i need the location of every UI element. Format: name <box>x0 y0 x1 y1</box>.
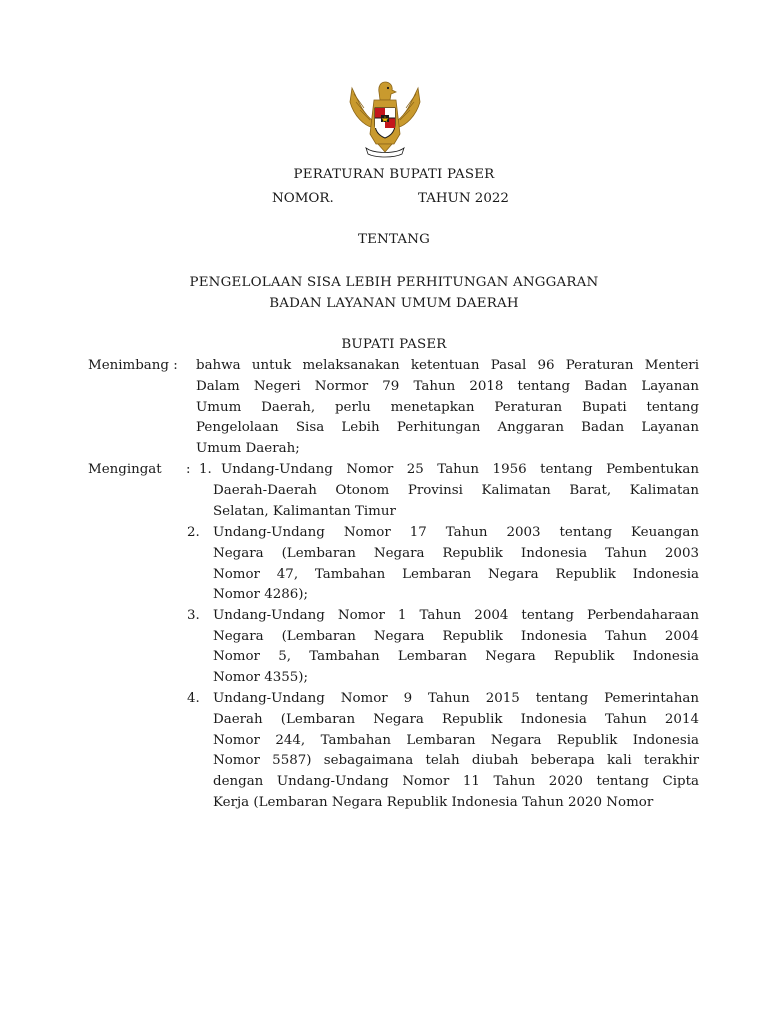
authority-heading: BUPATI PASER <box>341 337 447 352</box>
list-item-line: Undang-Undang Nomor 25 Tahun 1956 tentang Pembentukan <box>221 462 699 477</box>
list-item-line: Nomor 5587) sebagaimana telah diubah beberapa kali terakhir <box>213 753 699 768</box>
list-item-number: 4. <box>187 691 200 706</box>
subject-line-2: BADAN LAYANAN UMUM DAERAH <box>269 296 519 311</box>
list-item-line: Undang-Undang Nomor 9 Tahun 2015 tentang Pemerintahan <box>213 691 699 706</box>
list-item-line: Nomor 4355); <box>213 670 309 685</box>
list-item-line: Nomor 5, Tambahan Lembaran Negara Republik Indonesia <box>213 649 699 664</box>
tentang-heading: TENTANG <box>357 232 431 247</box>
document-title: PERATURAN BUPATI PASER <box>293 167 495 182</box>
mengingat-label: Mengingat <box>88 462 162 477</box>
menimbang-line: Pengelolaan Sisa Lebih Perhitungan Anggaran Badan Layanan <box>196 420 699 435</box>
list-item-line: Selatan, Kalimantan Timur <box>213 504 396 519</box>
list-item-number: 2. <box>187 525 200 540</box>
list-item-line: Nomor 4286); <box>213 587 309 602</box>
list-item-line: Nomor 47, Tambahan Lembaran Negara Republik Indonesia <box>213 567 699 582</box>
mengingat-colon: : <box>186 462 191 477</box>
list-item-line: Undang-Undang Nomor 17 Tahun 2003 tentang Keuangan <box>213 525 699 540</box>
menimbang-label: Menimbang : <box>88 358 178 373</box>
nomor-label: NOMOR. <box>272 191 334 206</box>
tahun-label: TAHUN 2022 <box>418 191 509 206</box>
garuda-emblem-icon <box>344 78 426 158</box>
list-item-line: Negara (Lembaran Negara Republik Indonesia Tahun 2004 <box>213 629 699 644</box>
list-item-line: Daerah (Lembaran Negara Republik Indonesia Tahun 2014 <box>213 712 699 727</box>
list-item-number: 1. <box>199 462 212 477</box>
menimbang-line: bahwa untuk melaksanakan ketentuan Pasal 96 Peraturan Menteri <box>196 358 699 373</box>
menimbang-line: Umum Daerah, perlu menetapkan Peraturan Bupati tentang <box>196 400 699 415</box>
menimbang-line: Dalam Negeri Normor 79 Tahun 2018 tentang Badan Layanan <box>196 379 699 394</box>
menimbang-line: Umum Daerah; <box>196 441 300 456</box>
list-item-line: Undang-Undang Nomor 1 Tahun 2004 tentang Perbendaharaan <box>213 608 699 623</box>
list-item-line: dengan Undang-Undang Nomor 11 Tahun 2020 tentang Cipta <box>213 774 699 789</box>
list-item-line: Kerja (Lembaran Negara Republik Indonesia Tahun 2020 Nomor <box>213 795 654 810</box>
list-item-line: Daerah-Daerah Otonom Provinsi Kalimatan Barat, Kalimatan <box>213 483 699 498</box>
list-item-line: Negara (Lembaran Negara Republik Indonesia Tahun 2003 <box>213 546 699 561</box>
list-item-number: 3. <box>187 608 200 623</box>
list-item-line: Nomor 244, Tambahan Lembaran Negara Republik Indonesia <box>213 733 699 748</box>
subject-line-1: PENGELOLAAN SISA LEBIH PERHITUNGAN ANGGARAN <box>189 275 599 290</box>
